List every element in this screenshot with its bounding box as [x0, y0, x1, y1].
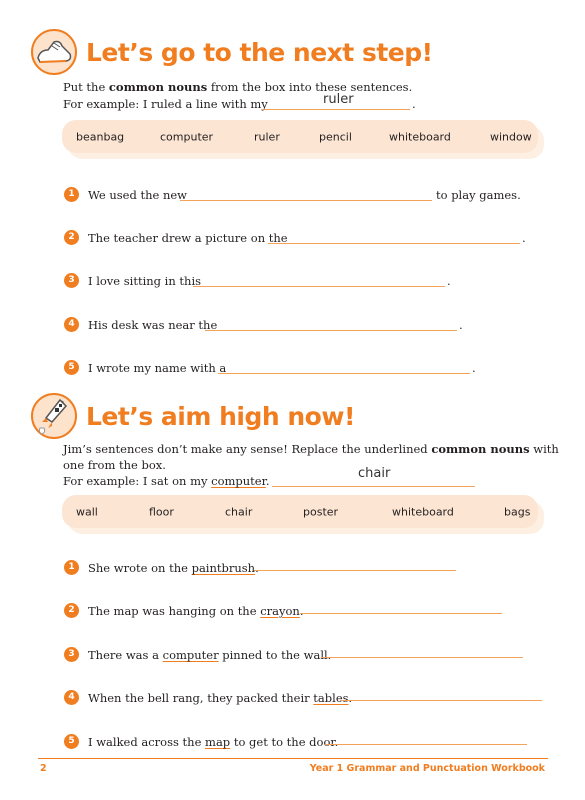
page-number: 2 — [40, 763, 47, 774]
box-word: window — [490, 130, 532, 143]
question-number: 2 — [64, 603, 79, 618]
question-text-end: . — [472, 361, 476, 375]
answer-line[interactable] — [325, 744, 527, 745]
section2-instruction-2: one from the box. — [63, 458, 166, 472]
question-number: 1 — [64, 560, 79, 575]
footer-divider — [38, 758, 548, 759]
section2-example: For example: I sat on my computer. — [63, 474, 270, 488]
rocket-icon — [30, 392, 78, 440]
question-text: We used the new — [88, 188, 188, 202]
question-text: The map was hanging on the crayon. — [88, 604, 304, 618]
answer-line[interactable] — [254, 570, 456, 571]
question-text-end: . — [459, 318, 463, 332]
example-answer: chair — [358, 466, 391, 481]
question-number: 4 — [64, 317, 79, 332]
answer-line[interactable] — [218, 373, 470, 374]
box-word: chair — [225, 505, 253, 518]
answer-line[interactable] — [340, 700, 542, 701]
question-number: 3 — [64, 273, 79, 288]
section1-example: For example: I ruled a line with my — [63, 97, 268, 111]
section2-heading: Let’s aim high now! — [86, 402, 355, 431]
question-number: 5 — [64, 734, 79, 749]
question-text-end: to play games. — [436, 188, 521, 202]
answer-line[interactable] — [300, 613, 502, 614]
box-word: whiteboard — [392, 505, 454, 518]
example-answer: ruler — [323, 92, 354, 107]
question-number: 5 — [64, 360, 79, 375]
box-word: beanbag — [76, 130, 125, 143]
answer-line[interactable] — [180, 200, 432, 201]
box-word: poster — [303, 505, 339, 518]
question-text: There was a computer pinned to the wall. — [88, 648, 332, 662]
question-text: She wrote on the paintbrush. — [88, 561, 259, 575]
question-text: His desk was near the — [88, 318, 218, 332]
box-word: ruler — [254, 130, 280, 143]
section1-icon — [30, 28, 78, 76]
question-text: When the bell rang, they packed their tables. — [88, 691, 353, 705]
sneaker-icon — [30, 28, 78, 76]
question-text: I wrote my name with a — [88, 361, 227, 375]
question-text-end: . — [522, 231, 526, 245]
example-answer-line[interactable] — [262, 109, 410, 110]
box-word: pencil — [319, 130, 352, 143]
word-box-2 — [62, 495, 538, 528]
answer-line[interactable] — [193, 286, 445, 287]
question-text: I love sitting in this — [88, 274, 202, 288]
box-word: whiteboard — [389, 130, 451, 143]
box-word: computer — [160, 130, 214, 143]
answer-line[interactable] — [321, 657, 523, 658]
example-answer-line[interactable] — [272, 486, 475, 487]
answer-line[interactable] — [205, 330, 457, 331]
section2-instruction: Jim’s sentences don’t make any sense! Replace the underlined common nouns with — [63, 442, 559, 456]
example-period: . — [412, 97, 416, 111]
box-word: wall — [76, 505, 98, 518]
section1-heading: Let’s go to the next step! — [86, 38, 433, 67]
answer-line[interactable] — [268, 243, 520, 244]
box-word: floor — [149, 505, 174, 518]
word-box-1 — [62, 120, 538, 153]
question-number: 2 — [64, 230, 79, 245]
question-number: 1 — [64, 187, 79, 202]
question-number: 4 — [64, 690, 79, 705]
book-title: Year 1 Grammar and Punctuation Workbook — [309, 763, 545, 774]
section2-icon — [30, 392, 78, 440]
box-word: bags — [504, 505, 531, 518]
question-text: The teacher drew a picture on the — [88, 231, 288, 245]
section1-instruction: Put the common nouns from the box into these sentences. — [63, 80, 413, 94]
question-text: I walked across the map to get to the door. — [88, 735, 339, 749]
question-text-end: . — [447, 274, 451, 288]
question-number: 3 — [64, 647, 79, 662]
